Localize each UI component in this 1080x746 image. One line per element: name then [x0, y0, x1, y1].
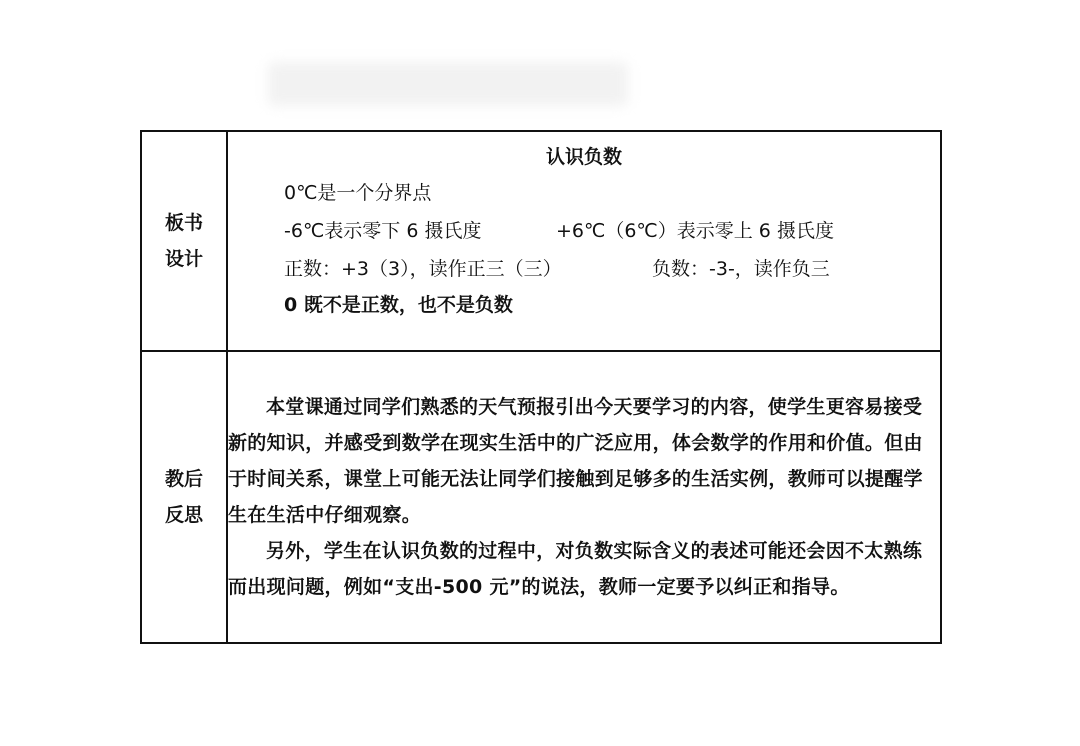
board-design-label	[141, 131, 227, 351]
board-design-cell	[227, 131, 941, 351]
board-design-row	[141, 131, 941, 351]
reflection-paragraph-2: 另外，学生在认识负数的过程中，对负数实际含义的表述可能还会因不太熟练而出现问题，例如“支出-500 元”的说法，教师一定要予以纠正和指导。	[228, 540, 923, 598]
board-line-4: 0 既不是正数，也不是负数	[284, 294, 513, 316]
reflection-row	[141, 351, 941, 643]
lesson-table	[140, 130, 942, 644]
board-title: 认识负数	[545, 146, 622, 168]
board-line-2-left: -6℃表示零下 6 摄氏度	[284, 220, 482, 242]
reflection-label-line1: 教后	[164, 468, 203, 490]
board-line-1: 0℃是一个分界点	[284, 182, 432, 204]
reflection-label	[141, 351, 227, 643]
reflection-cell	[227, 351, 941, 643]
board-line-3-left: 正数：+3（3），读作正三（三）	[284, 258, 562, 280]
board-line-2-right: +6℃（6℃）表示零上 6 摄氏度	[556, 220, 834, 242]
board-line-3-right: 负数：-3-，读作负三	[652, 258, 830, 280]
reflection-label-line2: 反思	[164, 504, 203, 526]
blurred-heading	[268, 62, 628, 106]
reflection-paragraph-1: 本堂课通过同学们熟悉的天气预报引出今天要学习的内容，使学生更容易接受新的知识，并感受到数学在现实生活中的广泛应用，体会数学的作用和价值。但由于时间关系，课堂上可能无法让同学们接触到足够多的生活实例，教师可以提醒学生在生活中仔细观察。	[228, 396, 923, 526]
board-label-line1: 板书	[164, 212, 203, 234]
board-label-line2: 设计	[164, 248, 203, 270]
